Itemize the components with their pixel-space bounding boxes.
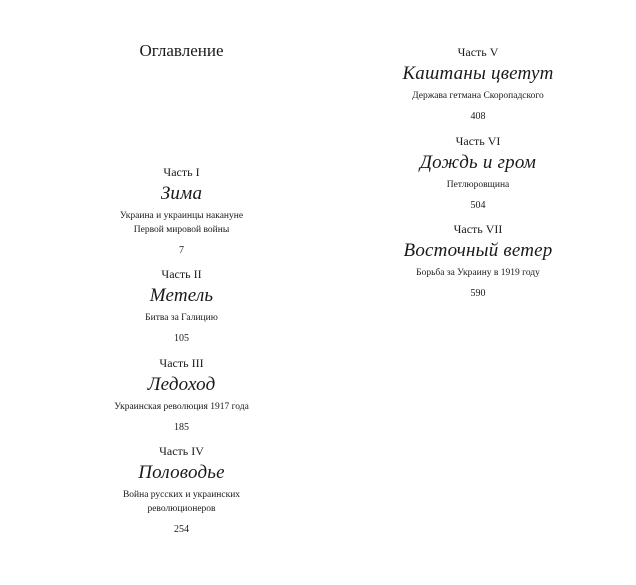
toc-entry-part-5[interactable] <box>362 45 594 123</box>
part-subtitle: Битва за Галицию <box>145 313 218 323</box>
toc-entry-part-1[interactable] <box>0 165 363 257</box>
part-subtitle: Украина и украинцы накануне <box>119 211 244 221</box>
part-label: Часть V <box>457 45 499 59</box>
part-title: Ледоход <box>147 374 216 395</box>
part-label: Часть VI <box>455 134 501 148</box>
part-title: Дождь и гром <box>419 152 537 173</box>
part-page-number: 185 <box>174 422 189 433</box>
toc-entry-part-4[interactable] <box>0 444 363 536</box>
part-page-number: 254 <box>174 524 189 535</box>
toc-entry-part-2[interactable] <box>0 267 363 345</box>
toc-entry-part-6[interactable] <box>362 134 594 212</box>
part-title: Восточный ветер <box>403 240 553 261</box>
part-title: Каштаны цветут <box>402 63 554 84</box>
part-page-number: 105 <box>174 333 189 344</box>
part-label: Часть III <box>159 356 204 370</box>
part-page-number: 408 <box>470 111 486 122</box>
part-page-number: 504 <box>470 200 486 211</box>
part-subtitle: революционеров <box>147 504 216 514</box>
part-title: Зима <box>160 183 203 204</box>
part-label: Часть I <box>163 165 200 179</box>
toc-entry-part-7[interactable] <box>362 222 594 300</box>
part-title: Метель <box>149 285 214 306</box>
part-subtitle: Петлюровщина <box>446 180 510 190</box>
part-page-number: 7 <box>179 245 184 256</box>
toc-entry-part-3[interactable] <box>0 356 363 434</box>
part-subtitle: Борьба за Украину в 1919 году <box>416 268 540 278</box>
part-page-number: 590 <box>470 288 486 299</box>
part-subtitle: Держава гетмана Скоропадского <box>412 91 544 101</box>
part-label: Часть IV <box>159 444 204 458</box>
part-label: Часть VII <box>453 222 503 236</box>
part-label: Часть II <box>161 267 202 281</box>
toc-heading: Оглавление <box>139 41 224 60</box>
part-subtitle: Первой мировой войны <box>133 225 230 235</box>
part-title: Половодье <box>138 462 225 483</box>
part-subtitle: Война русских и украинских <box>122 490 241 500</box>
part-subtitle: Украинская революция 1917 года <box>114 402 249 412</box>
